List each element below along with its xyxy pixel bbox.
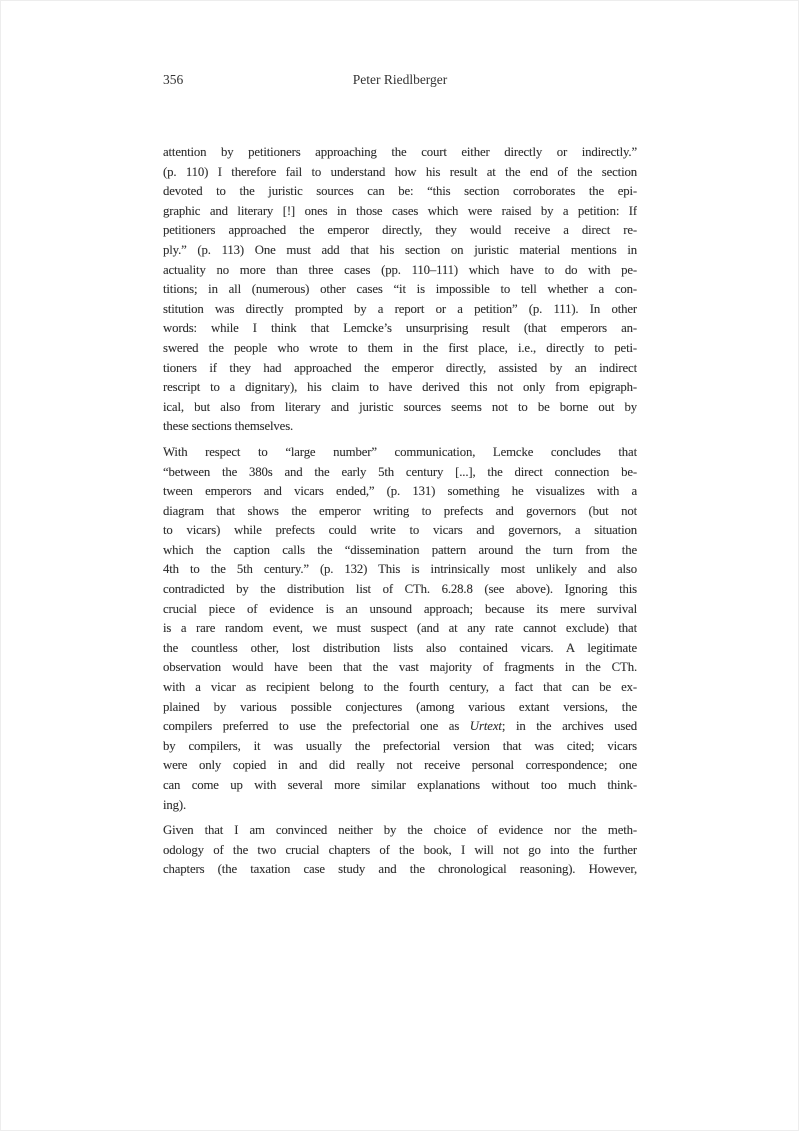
text-line: ing).	[163, 797, 187, 812]
text-line: words: while I think that Lemcke’s unsurprising result (that emperors an-	[163, 321, 637, 336]
text-line: to vicars) while prefects could write to vicars and governors, a situation	[163, 523, 637, 538]
paragraph	[163, 143, 637, 437]
text-line: odology of the two crucial chapters of the book, I will not go into the further	[163, 842, 637, 857]
paragraph	[163, 443, 637, 815]
text-line: actuality no more than three cases (pp. 110–111) which have to do with pe-	[163, 262, 637, 277]
text-line: 4th to the 5th century.” (p. 132) This is intrinsically most unlikely and also	[163, 562, 637, 577]
text-line: stitution was directly prompted by a report or a petition” (p. 111). In other	[163, 301, 637, 316]
text-line: (p. 110) I therefore fail to understand how his result at the end of the section	[163, 164, 637, 179]
text-line: Given that I am convinced neither by the choice of evidence nor the meth-	[163, 823, 637, 838]
text-line: chapters (the taxation case study and the chronological reasoning). However,	[163, 862, 637, 877]
running-title: Peter Riedlberger	[352, 72, 448, 87]
text-line: contradicted by the distribution list of CTh. 6.28.8 (see above). Ignoring this	[163, 582, 637, 597]
text-line: plained by various possible conjectures (among various extant versions, the	[163, 699, 637, 714]
text-line: rescript to a dignitary), his claim to have derived this not only from epigraph-	[163, 380, 637, 395]
paragraph	[163, 821, 637, 880]
text-line: observation would have been that the vast majority of fragments in the CTh.	[163, 660, 637, 675]
text-line: crucial piece of evidence is an unsound approach; because its mere survival	[163, 601, 637, 616]
text-line: petitioners approached the emperor directly, they would receive a direct re-	[163, 223, 637, 238]
text-line: With respect to “large number” communication, Lemcke concludes that	[163, 444, 637, 459]
text-line: ical, but also from literary and juristic sources seems not to be borne out by	[163, 399, 637, 414]
text-line: these sections themselves.	[163, 419, 294, 434]
text-line: the countless other, lost distribution lists also contained vicars. A legitimate	[163, 640, 637, 655]
running-header	[163, 71, 637, 89]
text-line: tioners if they had approached the emperor directly, assisted by an indirect	[163, 360, 637, 375]
text-line: swered the people who wrote to them in the first place, i.e., directly to peti-	[163, 340, 637, 355]
text-line: tween emperors and vicars ended,” (p. 131) something he visualizes with a	[163, 484, 637, 499]
text-line: compilers preferred to use the prefectorial one as Urtext; in the archives used	[163, 719, 637, 734]
text-line: by compilers, it was usually the prefectorial version that was cited; vicars	[163, 738, 637, 753]
text-line: “between the 380s and the early 5th century [...], the direct connection be-	[163, 464, 637, 479]
text-line: can come up with several more similar explanations without too much think-	[163, 778, 637, 792]
text-block	[163, 143, 637, 880]
italic-text: Urtext	[469, 719, 502, 734]
text-line: attention by petitioners approaching the court either directly or indirectly.”	[163, 145, 637, 159]
text-line: ply.” (p. 113) One must add that his section on juristic material mentions in	[163, 242, 637, 257]
text-line: graphic and literary [!] ones in those cases which were raised by a petition: If	[163, 203, 637, 218]
text-line: diagram that shows the emperor writing to prefects and governors (but not	[163, 503, 637, 518]
text-line: were only copied in and did really not receive personal correspondence; one	[163, 758, 637, 773]
text-line: is a rare random event, we must suspect (and at any rate cannot exclude) that	[163, 621, 637, 636]
text-line: devoted to the juristic sources can be: “this section corroborates the epi-	[163, 184, 637, 199]
page-number: 356	[163, 72, 184, 87]
text-line: which the caption calls the “dissemination pattern around the turn from the	[163, 542, 637, 557]
text-line: with a vicar as recipient belong to the fourth century, a fact that can be ex-	[163, 680, 637, 695]
text-line: titions; in all (numerous) other cases “it is impossible to tell whether a con-	[163, 282, 637, 297]
